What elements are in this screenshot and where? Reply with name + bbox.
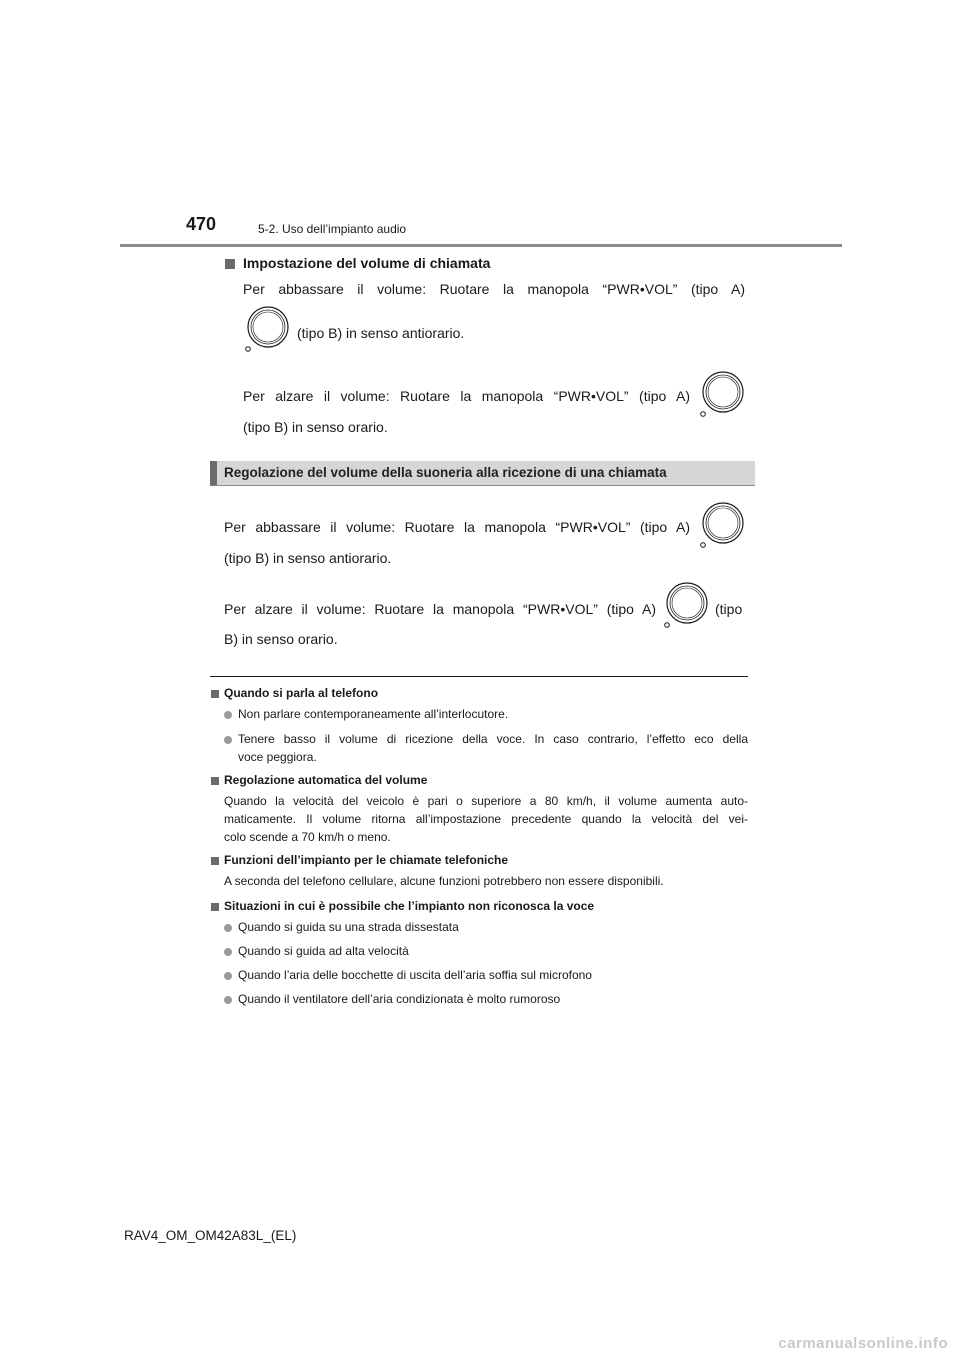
- round-bullet-icon: [224, 996, 232, 1004]
- header-rule: [120, 244, 842, 247]
- square-bullet-icon: [211, 777, 219, 785]
- note-title: Regolazione automatica del volume: [224, 773, 428, 787]
- ringtone-raise-text: Per alzare il volume: Ruotare la manopola “PWR•VOL” (tipo A): [224, 601, 656, 617]
- square-bullet-icon: [211, 857, 219, 865]
- square-bullet-icon: [211, 690, 219, 698]
- note-bullet-cont: voce peggiora.: [238, 750, 317, 764]
- document-code: RAV4_OM_OM42A83L_(EL): [124, 1228, 297, 1243]
- ringtone-raise-text-tail: (tipo: [715, 601, 743, 617]
- note-title: Situazioni in cui è possibile che l’impianto non riconosca la voce: [224, 899, 595, 913]
- round-bullet-icon: [224, 711, 232, 719]
- page-number: 470: [186, 214, 217, 234]
- section-label: 5-2. Uso dell’impianto audio: [258, 222, 407, 236]
- round-bullet-icon: [224, 972, 232, 980]
- note-text: A seconda del telefono cellulare, alcune funzioni potrebbero non essere disponibili.: [224, 874, 664, 888]
- square-bullet-icon: [225, 259, 235, 269]
- round-bullet-icon: [224, 924, 232, 932]
- volume-knob-icon: [660, 579, 710, 634]
- note-text: colo scende a 70 km/h o meno.: [224, 830, 391, 844]
- square-bullet-icon: [211, 903, 219, 911]
- raise-volume-text: Per alzare il volume: Ruotare la manopola “PWR•VOL” (tipo A): [243, 388, 690, 404]
- section-heading: Impostazione del volume di chiamata: [243, 255, 491, 271]
- lower-volume-text-cont: (tipo B) in senso antiorario.: [297, 325, 465, 341]
- raise-volume-text-cont: (tipo B) in senso orario.: [243, 419, 388, 435]
- volume-knob-icon: [696, 368, 746, 423]
- lower-volume-text: Per abbassare il volume: Ruotare la manopola “PWR•VOL” (tipo A): [243, 281, 745, 297]
- round-bullet-icon: [224, 736, 232, 744]
- ringtone-lower-text: Per abbassare il volume: Ruotare la manopola “PWR•VOL” (tipo A): [224, 519, 690, 535]
- note-text: Quando la velocità del veicolo è pari o superiore a 80 km/h, il volume aumenta auto-: [224, 794, 748, 808]
- note-bullet: Quando si guida su una strada dissestata: [238, 920, 459, 934]
- ringtone-lower-text-cont: (tipo B) in senso antiorario.: [224, 550, 392, 566]
- subsection-title: Regolazione del volume della suoneria alla ricezione di una chiamata: [224, 465, 667, 480]
- note-title: Funzioni dell’impianto per le chiamate telefoniche: [224, 853, 509, 867]
- note-bullet: Non parlare contemporaneamente all’interlocutore.: [238, 707, 509, 721]
- note-bullet: Quando si guida ad alta velocità: [238, 944, 409, 958]
- note-bullet: Tenere basso il volume di ricezione della voce. In caso contrario, l’effetto eco della: [238, 732, 748, 746]
- ringtone-raise-text-cont: B) in senso orario.: [224, 631, 338, 647]
- note-text: maticamente. Il volume ritorna all’impostazione precedente quando la velocità del vei-: [224, 812, 748, 826]
- volume-knob-icon: [241, 303, 291, 358]
- note-bullet: Quando l’aria delle bocchette di uscita dell’aria soffia sul microfono: [238, 968, 592, 982]
- volume-knob-icon: [696, 499, 746, 554]
- note-bullet: Quando il ventilatore dell’aria condizionata è molto rumoroso: [238, 992, 561, 1006]
- note-title: Quando si parla al telefono: [224, 686, 379, 700]
- watermark-link[interactable]: carmanualsonline.info: [778, 1335, 948, 1352]
- notes-divider: [210, 676, 748, 677]
- round-bullet-icon: [224, 948, 232, 956]
